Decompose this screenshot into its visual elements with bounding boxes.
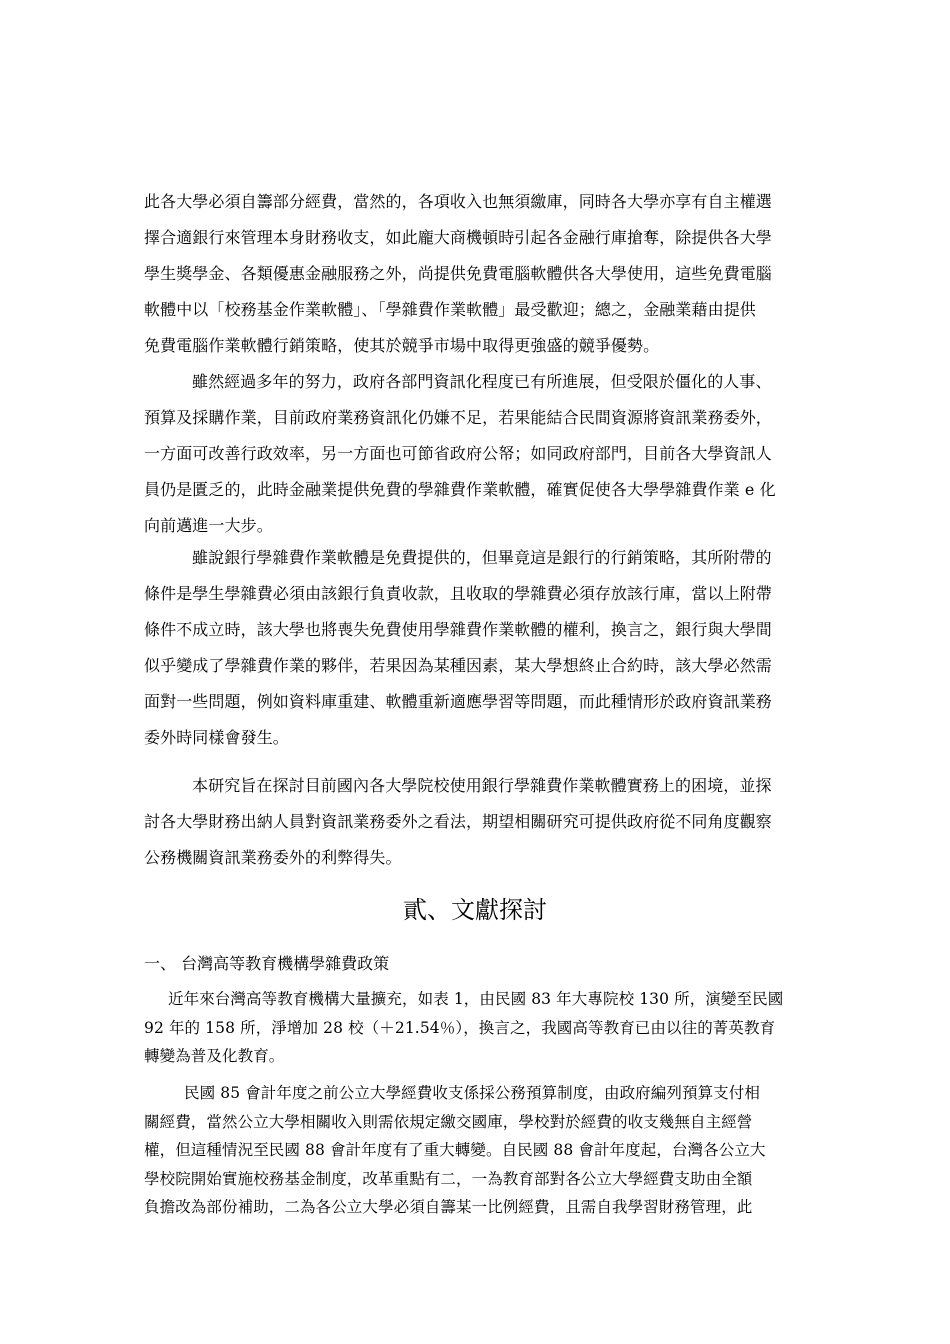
text-line: 一方面可改善行政效率，另一方面也可節省政府公帑；如同政府部門，目前各大學資訊人 — [144, 444, 772, 463]
text-line: 學校院開始實施校務基金制度，改革重點有二，一為教育部對各公立大學經費支助由全額 — [144, 1169, 753, 1188]
text-line: 此各大學必須自籌部分經費，當然的，各項收入也無須繳庫，同時各大學亦享有自主權選 — [144, 192, 772, 211]
text-line: 92 年的 158 所，淨增加 28 校（＋21.54％），換言之，我國高等教育已由以往的菁英教育 — [144, 1018, 776, 1037]
text-line: 向前邁進一大步。 — [144, 516, 273, 535]
text-line: 預算及採購作業，目前政府業務資訊化仍嫌不足，若果能結合民間資源將資訊業務委外， — [144, 408, 772, 427]
text-line: 似乎變成了學雜費作業的夥伴，若果因為某種因素，某大學想終止合約時，該大學必然需 — [144, 656, 772, 675]
paragraph-2 — [144, 364, 806, 544]
paragraph-6 — [144, 1079, 806, 1222]
text-line: 員仍是匱乏的，此時金融業提供免費的學雜費作業軟體，確實促使各大學學雜費作業 e 化 — [144, 480, 776, 499]
text-line: 轉變為普及化教育。 — [144, 1047, 285, 1065]
text-line: 委外時同樣會發生。 — [144, 728, 289, 747]
text-line: 面對一些問題，例如資料庫重建、軟體重新適應學習等問題，而此種情形於政府資訊業務 — [144, 692, 772, 711]
text-line: 近年來台灣高等教育機構大量擴充，如表 1，由民國 83 年大專院校 130 所，演變至民國 — [168, 990, 784, 1008]
paragraph-4 — [144, 768, 806, 876]
section-heading: 貳、文獻探討 — [403, 896, 547, 924]
text-line: 擇合適銀行來管理本身財務收支，如此龐大商機頓時引起各金融行庫搶奪，除提供各大學 — [144, 228, 772, 247]
paragraph-3 — [144, 540, 806, 756]
text-line: 權，但這種情況至民國 88 會計年度有了重大轉變。自民國 88 會計年度起，台灣各公立大 — [144, 1141, 766, 1159]
text-line: 學生獎學金、各類優惠金融服務之外，尚提供免費電腦軟體供各大學使用，這些免費電腦 — [144, 264, 772, 283]
text-line: 條件不成立時，該大學也將喪失免費使用學雜費作業軟體的權利，換言之，銀行與大學間 — [144, 620, 772, 639]
text-line: 民國 85 會計年度之前公立大學經費收支係採公務預算制度，由政府編列預算支付相 — [184, 1084, 760, 1102]
text-line: 關經費，當然公立大學相關收入則需依規定繳交國庫，學校對於經費的收支幾無自主經營 — [144, 1112, 753, 1131]
text-line: 條件是學生學雜費必須由該銀行負責收款，且收取的學雜費必須存放該行庫，當以上附帶 — [144, 584, 772, 603]
text-line: 軟體中以「校務基金作業軟體」、「學雜費作業軟體」最受歡迎；總之，金融業藉由提供 — [144, 300, 756, 319]
text-line: 雖說銀行學雜費作業軟體是免費提供的，但畢竟這是銀行的行銷策略，其所附帶的 — [192, 548, 772, 567]
text-line: 負擔改為部份補助，二為各公立大學必須自籌某一比例經費，且需自我學習財務管理，此 — [144, 1198, 753, 1216]
text-line: 雖然經過多年的努力，政府各部門資訊化程度已有所進展，但受限於僵化的人事、 — [192, 372, 772, 391]
subsection-heading: 一、 台灣高等教育機構學雜費政策 — [144, 954, 390, 973]
text-line: 免費電腦作業軟體行銷策略，使其於競爭市場中取得更強盛的競爭優勢。 — [144, 336, 660, 355]
text-line: 公務機關資訊業務委外的利弊得失。 — [144, 848, 402, 867]
text-line: 討各大學財務出納人員對資訊業務委外之看法，期望相關研究可提供政府從不同角度觀察 — [144, 812, 772, 831]
paragraph-5 — [144, 985, 806, 1071]
paragraph-1 — [144, 184, 806, 364]
text-line: 本研究旨在探討目前國內各大學院校使用銀行學雜費作業軟體實務上的困境，並探 — [192, 776, 772, 795]
